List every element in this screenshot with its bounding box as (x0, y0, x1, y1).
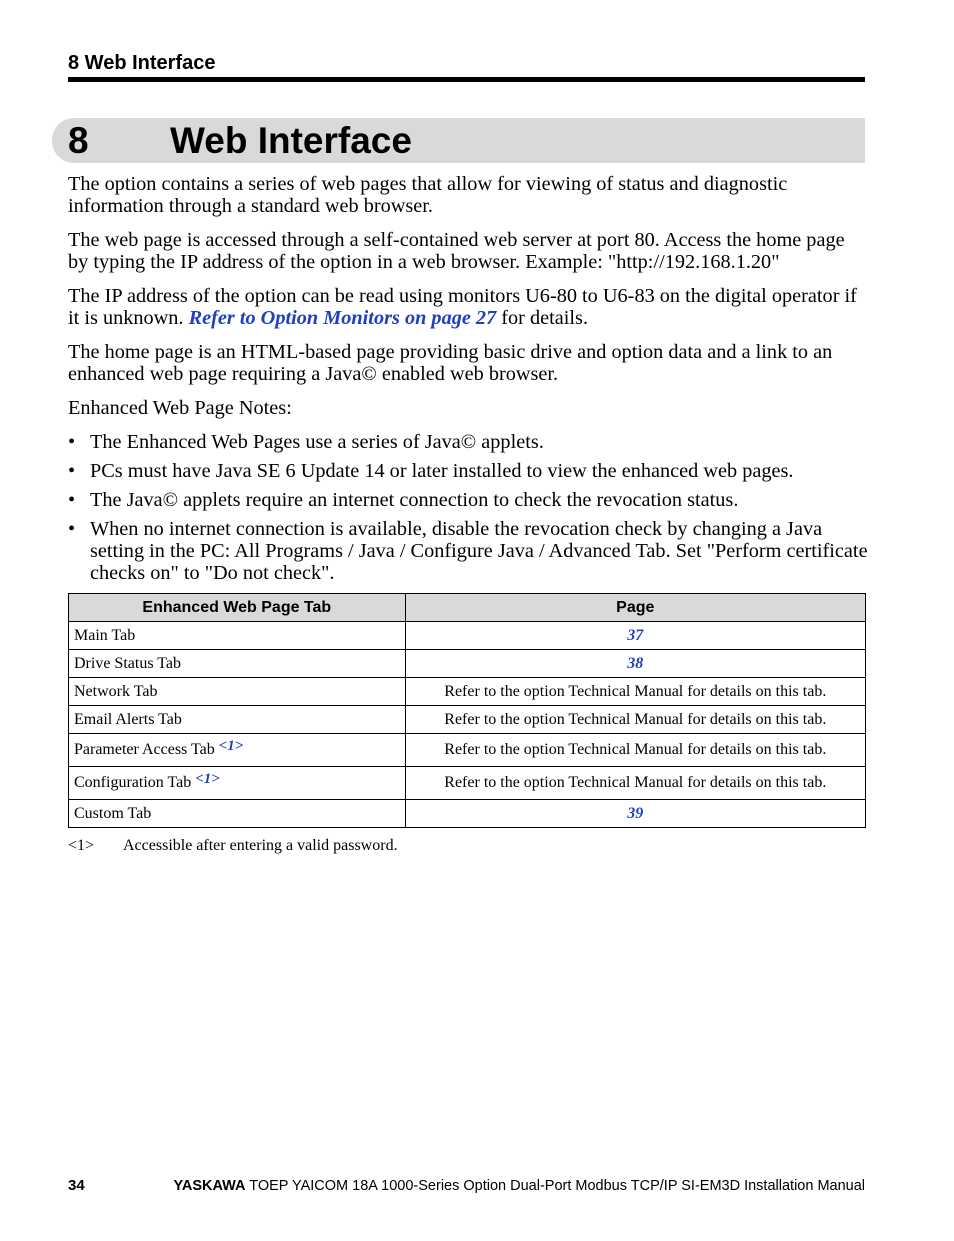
column-header-page: Page (405, 594, 865, 622)
tab-name-cell (69, 767, 406, 800)
table-row (69, 622, 866, 650)
paragraph-ip-text-end: for details. (496, 307, 589, 329)
page-cell (405, 800, 865, 828)
list-item-text: PCs must have Java SE 6 Update 14 or later installed to view the enhanced web pages. (90, 460, 794, 482)
option-monitors-link[interactable]: Refer to Option Monitors on page 27 (188, 307, 497, 329)
table-row (69, 678, 866, 706)
page-cell: Refer to the option Technical Manual for details on this tab. (405, 734, 865, 767)
tab-name-cell: Network Tab (69, 678, 406, 706)
footnote-mark: <1> (68, 837, 95, 854)
table-row (69, 734, 866, 767)
footnote-reference-link[interactable]: <1> (195, 771, 220, 787)
paragraph-ip-text: The IP address of the option can be read using monitors U6-80 to U6-83 on the digital operator if it is unknown. (68, 285, 857, 329)
paragraph-access: The web page is accessed through a self-contained web server at port 80. Access the home page by typing the IP address of the option in a web browser. Example: "http://192.168.1.20" (68, 229, 845, 273)
page-cell: Refer to the option Technical Manual for details on this tab. (405, 706, 865, 734)
tab-name-cell: Custom Tab (69, 800, 406, 828)
body-text (68, 173, 868, 591)
tab-name-cell: Main Tab (69, 622, 406, 650)
list-item-text: When no internet connection is available, disable the revocation check by changing a Java setting in the PC: All Programs / Java / Configure Java / Advanced Tab. Set "Perform certificate checks on" to "Do not check". (90, 518, 868, 584)
list-item-text: The Enhanced Web Pages use a series of Java© applets. (90, 431, 544, 453)
table-row (69, 706, 866, 734)
section-title: Web Interface (170, 120, 412, 161)
table-row (69, 650, 866, 678)
tab-name-cell: Email Alerts Tab (69, 706, 406, 734)
header-rule (68, 77, 865, 82)
running-head: 8 Web Interface (68, 52, 216, 74)
section-number: 8 (68, 120, 89, 161)
list-item (68, 460, 868, 482)
bullet-icon: • (68, 518, 76, 540)
list-item (68, 431, 868, 453)
table-header-row (69, 594, 866, 622)
notes-list (68, 431, 868, 584)
footer-brand: YASKAWA (173, 1178, 246, 1194)
column-header-tab: Enhanced Web Page Tab (69, 594, 406, 622)
footnote-text: Accessible after entering a valid password. (123, 837, 398, 854)
list-item (68, 518, 868, 584)
page-cell (405, 650, 865, 678)
tab-name-cell (69, 734, 406, 767)
tab-name-text: Parameter Access Tab (74, 741, 219, 758)
bullet-icon: • (68, 431, 76, 453)
footer-manual-title: TOEP YAICOM 18A 1000-Series Option Dual-Port Modbus TCP/IP SI-EM3D Installation Manual (245, 1178, 865, 1194)
page-link[interactable]: 38 (627, 654, 644, 672)
bullet-icon: • (68, 489, 76, 511)
footnote-reference-link[interactable]: <1> (218, 738, 244, 754)
list-item-text: The Java© applets require an internet connection to check the revocation status. (90, 489, 739, 511)
table-row (69, 767, 866, 800)
tab-name-cell: Drive Status Tab (69, 650, 406, 678)
paragraph-home-page: The home page is an HTML-based page providing basic drive and option data and a link to an enhanced web page requiring a Java© enabled web browser. (68, 341, 833, 385)
list-item (68, 489, 868, 511)
page-cell: Refer to the option Technical Manual for details on this tab. (405, 767, 865, 800)
table-row (69, 800, 866, 828)
paragraph-overview: The option contains a series of web pages that allow for viewing of status and diagnostic information through a standard web browser. (68, 173, 788, 217)
paragraph-ip-address (68, 285, 868, 329)
page-cell: Refer to the option Technical Manual for details on this tab. (405, 678, 865, 706)
page-link[interactable]: 37 (627, 626, 644, 644)
web-page-tabs-table (68, 593, 866, 828)
notes-label: Enhanced Web Page Notes: (68, 397, 292, 419)
bullet-icon: • (68, 460, 76, 482)
footer-title (174, 1178, 865, 1194)
page-link[interactable]: 39 (627, 804, 644, 822)
page-number: 34 (68, 1177, 85, 1194)
page-cell (405, 622, 865, 650)
table-footnote (68, 836, 398, 856)
tab-name-text: Configuration Tab (74, 774, 196, 791)
